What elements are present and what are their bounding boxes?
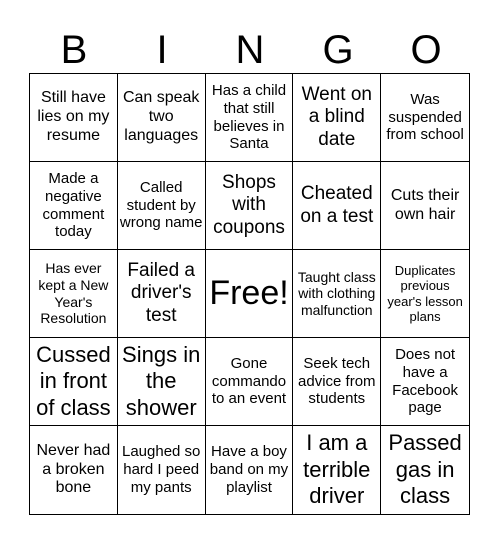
bingo-cell[interactable]: Gone commando to an event bbox=[206, 338, 294, 426]
bingo-cell[interactable]: Went on a blind date bbox=[293, 74, 381, 162]
bingo-cell[interactable]: Has ever kept a New Year's Resolution bbox=[30, 250, 118, 338]
bingo-cell[interactable]: Laughed so hard I peed my pants bbox=[118, 426, 206, 514]
bingo-cell[interactable]: I am a terrible driver bbox=[293, 426, 381, 514]
bingo-cell[interactable]: Duplicates previous year's lesson plans bbox=[381, 250, 469, 338]
free-space[interactable]: Free! bbox=[206, 250, 294, 338]
bingo-cell[interactable]: Has a child that still believes in Santa bbox=[206, 74, 294, 162]
bingo-board bbox=[29, 73, 470, 515]
bingo-header bbox=[30, 25, 470, 75]
bingo-cell[interactable]: Failed a driver's test bbox=[118, 250, 206, 338]
bingo-cell[interactable]: Never had a broken bone bbox=[30, 426, 118, 514]
bingo-cell[interactable]: Cheated on a test bbox=[293, 162, 381, 250]
bingo-cell[interactable]: Taught class with clothing malfunction bbox=[293, 250, 381, 338]
bingo-cell[interactable]: Cussed in front of class bbox=[30, 338, 118, 426]
bingo-cell[interactable]: Shops with coupons bbox=[206, 162, 294, 250]
header-letter-n: N bbox=[235, 28, 265, 72]
bingo-cell[interactable]: Called student by wrong name bbox=[118, 162, 206, 250]
header-letter-g: G bbox=[322, 28, 354, 72]
bingo-cell[interactable]: Passed gas in class bbox=[388, 430, 462, 509]
bingo-cell[interactable]: Cuts their own hair bbox=[381, 162, 469, 250]
header-letter-o: O bbox=[410, 28, 442, 72]
bingo-cell[interactable]: Can speak two languages bbox=[118, 74, 206, 162]
bingo-cell[interactable]: Was suspended from school bbox=[381, 74, 469, 162]
bingo-cell[interactable]: Sings in the shower bbox=[118, 338, 206, 426]
header-letter-i: I bbox=[156, 28, 168, 72]
bingo-cell[interactable]: Made a negative comment today bbox=[30, 162, 118, 250]
bingo-cell[interactable]: Still have lies on my resume bbox=[30, 74, 118, 162]
header-letter-b: B bbox=[60, 28, 88, 72]
bingo-cell[interactable]: Have a boy band on my playlist bbox=[206, 426, 294, 514]
bingo-cell[interactable]: Does not have a Facebook page bbox=[381, 338, 469, 426]
bingo-cell[interactable]: Seek tech advice from students bbox=[293, 338, 381, 426]
